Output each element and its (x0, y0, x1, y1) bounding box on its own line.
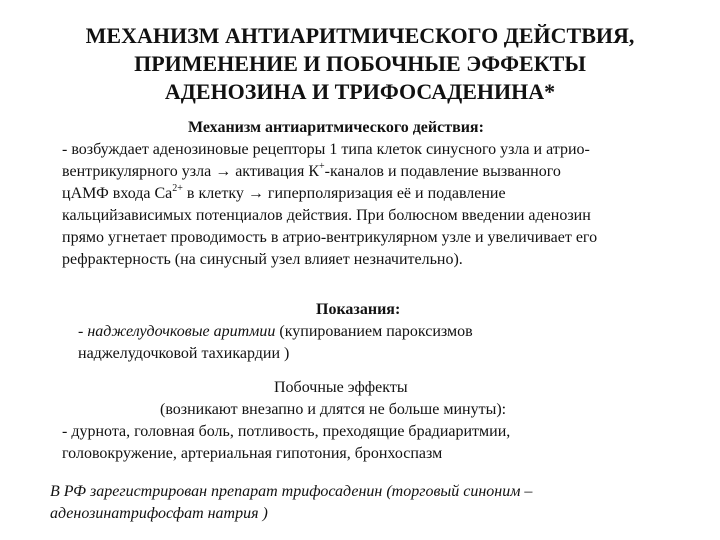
mechanism-line-3-sup: 2+ (172, 183, 183, 194)
mechanism-line-2 (62, 162, 561, 182)
side-effects-line-2: головокружение, артериальная гипотония, бронхоспазм (62, 445, 443, 462)
mechanism-line-2-sup: + (319, 161, 325, 172)
indications-line-1-rest: (купированием пароксизмов (275, 323, 473, 340)
mechanism-line-1: - возбуждает аденозиновые рецепторы 1 типа клеток синусного узла и атрио- (62, 141, 590, 158)
side-effects-line-1: - дурнота, головная боль, потливость, преходящие брадиаритмии, (62, 423, 511, 440)
mechanism-line-3-text-a: цАМФ входа Са (62, 185, 173, 202)
title-line-3: АДЕНОЗИНА И ТРИФОСАДЕНИНА* (164, 79, 556, 104)
mechanism-line-2-text-b: -каналов и подавление вызванного (324, 163, 561, 180)
indications-heading: Показания: (316, 301, 401, 318)
note-line-1: В РФ зарегистрирован препарат трифосаденин (торговый синоним – (50, 483, 533, 500)
mechanism-line-3 (62, 184, 506, 204)
side-effects-heading: Побочные эффекты (274, 379, 408, 396)
title-line-2: ПРИМЕНЕНИЕ И ПОБОЧНЫЕ ЭФФЕКТЫ (134, 51, 586, 76)
mechanism-line-5: прямо угнетает проводимость в атрио-вентрикулярном узле и увеличивает его (62, 229, 598, 246)
mechanism-heading: Механизм антиаритмического действия: (188, 119, 484, 136)
note-line-2: аденозинатрифосфат натрия ) (50, 505, 268, 522)
mechanism-line-2-text-a: вентрикулярного узла → активация К (62, 163, 320, 180)
slide-title (40, 22, 680, 106)
indications-line-1 (78, 322, 473, 342)
side-effects-subheading: (возникают внезапно и длятся не больше минуты): (160, 401, 507, 418)
mechanism-line-4: кальцийзависимых потенциалов действия. При болюсном введении аденозин (62, 207, 591, 224)
indications-line-2: наджелудочковой тахикардии ) (78, 345, 290, 362)
mechanism-line-3-text-b: в клетку → гиперполяризация её и подавление (182, 185, 506, 202)
mechanism-line-6: рефрактерность (на синусный узел влияет незначительно). (62, 251, 463, 268)
title-line-1: МЕХАНИЗМ АНТИАРИТМИЧЕСКОГО ДЕЙСТВИЯ, (85, 23, 635, 48)
indications-line-1-italic: - наджелудочковые аритмии (78, 323, 276, 340)
